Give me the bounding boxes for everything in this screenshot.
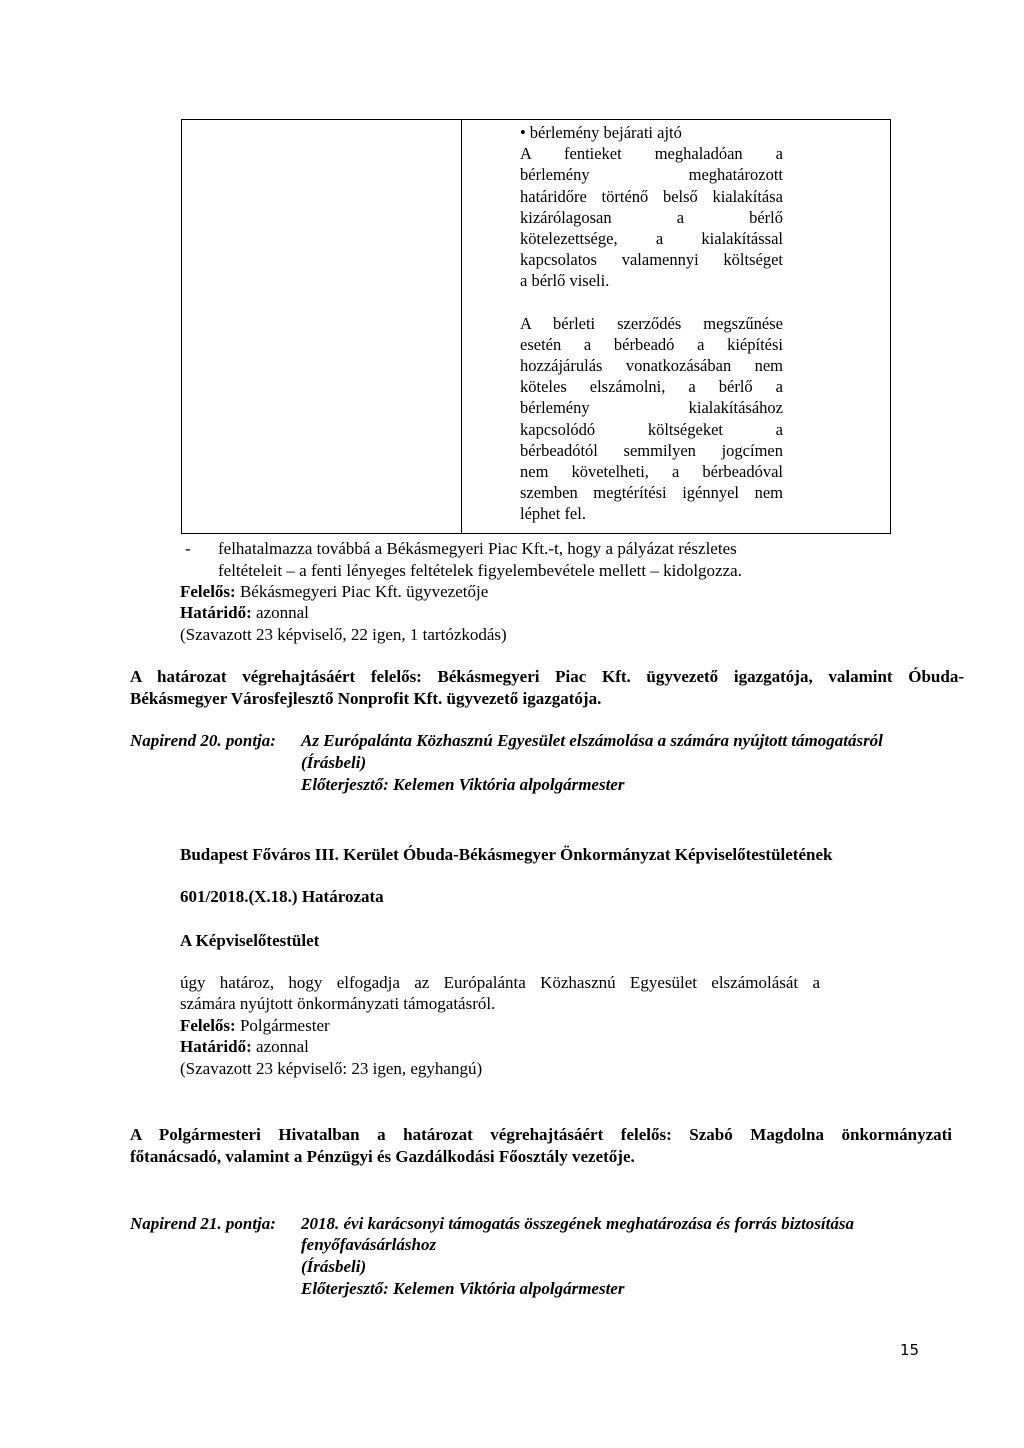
table-line: nem követelheti, a bérbeadóval [520, 462, 783, 482]
blank-line [520, 292, 783, 313]
responsible-label: Felelős: [180, 582, 236, 601]
agenda-title: fenyőfavásárláshoz [301, 1235, 437, 1254]
deadline-line [180, 1036, 309, 1057]
table-line: bérlemény kialakításához [520, 398, 783, 418]
execution-responsible: A Polgármesteri Hivatalban a határozat végrehajtásáért felelős: Szabó Magdolna önkormányzati [130, 1125, 952, 1144]
agenda-title: 2018. évi karácsonyi támogatás összegének meghatározása és forrás biztosítása [301, 1214, 854, 1233]
responsible-value: Polgármester [239, 1016, 330, 1035]
agenda-title: Az Európalánta Közhasznú Egyesület elszámolása a számára nyújtott támogatásról [301, 731, 883, 750]
vote-result: (Szavazott 23 képviselő, 22 igen, 1 tartózkodás) [180, 625, 507, 644]
deadline-line [180, 602, 309, 623]
table-line: szemben megtérítési igénnyel nem [520, 483, 783, 503]
table-line: hozzájárulás vonatkozásában nem [520, 356, 783, 376]
table-line: esetén a bérbeadó a kiépítési [520, 334, 783, 354]
table-line: kapcsolódó költségeket a [520, 419, 783, 439]
table-line: • bérlemény bejárati ajtó [520, 122, 783, 143]
table-cell-text [520, 122, 783, 525]
table-line: határidőre történő belső kialakítása [520, 186, 783, 206]
body-name: A Képviselőtestület [180, 931, 320, 950]
decision-text: úgy határoz, hogy elfogadja az Európalánta Közhasznú Egyesület elszámolását a [180, 973, 820, 992]
agenda-type: (Írásbeli) [301, 1257, 367, 1276]
responsible-line [180, 1015, 330, 1036]
deadline-value: azonnal [256, 1037, 309, 1056]
list-dash: - [185, 539, 191, 558]
table-line: köteles elszámolni, a bérlő a [520, 377, 783, 397]
agenda-prefix: Napirend 21. pontja: [130, 1214, 276, 1233]
table-line: A bérleti szerződés megszűnése [520, 313, 783, 333]
responsible-value: Békásmegyeri Piac Kft. ügyvezetője [239, 582, 489, 601]
execution-responsible: főtanácsadó, valamint a Pénzügyi és Gazdálkodási Főosztály vezetője. [130, 1147, 635, 1166]
page-number: 15 [900, 1341, 920, 1359]
deadline-label: Határidő: [180, 1037, 252, 1056]
agenda-type: (Írásbeli) [301, 753, 367, 772]
table-line: bérlemény meghatározott [520, 165, 783, 185]
table-line: a bérlő viseli. [520, 271, 610, 291]
decision-text: számára nyújtott önkormányzati támogatásról. [180, 994, 496, 1013]
table-line: léphet fel. [520, 504, 586, 524]
resolution-number: 601/2018.(X.18.) Határozata [180, 887, 384, 906]
responsible-line [180, 581, 488, 602]
execution-responsible: Békásmegyer Városfejlesztő Nonprofit Kft. ügyvezető igazgatója. [130, 689, 602, 708]
list-item-line: felhatalmazza továbbá a Békásmegyeri Piac Kft.-t, hogy a pályázat részletes [218, 539, 737, 558]
council-title: Budapest Főváros III. Kerület Óbuda-Békásmegyer Önkormányzat Képviselőtestületének [180, 845, 833, 864]
table-line: kötelezettsége, a kialakítással [520, 229, 783, 249]
responsible-label: Felelős: [180, 1016, 236, 1035]
table-line: kizárólagosan a bérlő [520, 207, 783, 227]
agenda-presenter: Előterjesztő: Kelemen Viktória alpolgármester [301, 1279, 625, 1298]
deadline-label: Határidő: [180, 603, 252, 622]
deadline-value: azonnal [256, 603, 309, 622]
execution-responsible: A határozat végrehajtásáért felelős: Békásmegyeri Piac Kft. ügyvezető igazgatója, valamint Óbuda- [130, 667, 964, 686]
agenda-presenter: Előterjesztő: Kelemen Viktória alpolgármester [301, 775, 625, 794]
table-line: A fentieket meghaladóan a [520, 144, 783, 164]
vote-result: (Szavazott 23 képviselő: 23 igen, egyhangú) [180, 1059, 483, 1078]
agenda-prefix: Napirend 20. pontja: [130, 731, 276, 750]
table-line: kapcsolatos valamennyi költséget [520, 250, 783, 270]
list-item-line: feltételeit – a fenti lényeges feltételek figyelembevétele mellett – kidolgozza. [218, 561, 742, 580]
table-column-divider [461, 120, 462, 533]
table-line: bérbeadótól semmilyen jogcímen [520, 440, 783, 460]
